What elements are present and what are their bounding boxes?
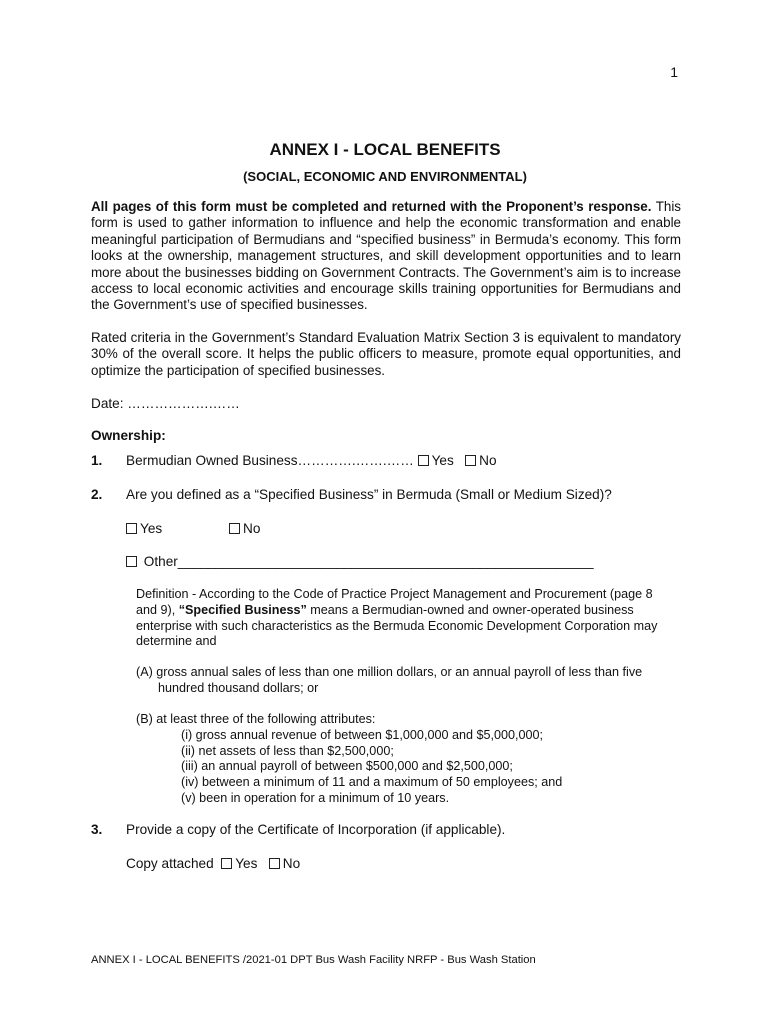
q1-text: Bermudian Owned Business………….…….…… — [126, 453, 414, 468]
page-footer: ANNEX I - LOCAL BENEFITS /2021-01 DPT Bus Wash Facility NRFP - Bus Wash Station — [91, 954, 536, 966]
q1-number: 1. — [91, 453, 103, 468]
clause-b-item: (iv) between a minimum of 11 and a maximum of 50 employees; and — [181, 775, 563, 790]
q2-no-checkbox[interactable] — [229, 523, 240, 534]
clause-b-item: (ii) net assets of less than $2,500,000; — [181, 743, 394, 758]
intro-bold-lead: All pages of this form must be completed and returned with the Proponent’s response. — [91, 199, 652, 214]
q2-number: 2. — [91, 487, 103, 502]
q2-other-field[interactable]: Other_______________________________________________________ — [143, 554, 594, 569]
clause-b-intro: (B) at least three of the following attributes: — [136, 712, 376, 726]
page-number: 1 — [670, 64, 678, 80]
q1-yes-label: Yes — [431, 453, 454, 468]
definition-term: “Specified Business” — [178, 602, 307, 617]
q3-no-label: No — [282, 856, 301, 871]
ownership-heading: Ownership: — [91, 428, 166, 443]
q2-other-option[interactable] — [126, 554, 594, 569]
q2-other-checkbox[interactable] — [126, 556, 137, 567]
definition-rest: means a Bermudian-owned and owner-operated business enterprise with such characteristics as the Bermuda Economic Development Corporation may determine and — [136, 602, 658, 649]
clause-b-item: (i) gross annual revenue of between $1,000,000 and $5,000,000; — [181, 727, 543, 742]
q3-yes-label: Yes — [235, 856, 258, 871]
q2-text: Are you defined as a “Specified Business” in Bermuda (Small or Medium Sized)? — [126, 487, 612, 502]
q2-yes-checkbox[interactable] — [126, 523, 137, 534]
q1-no-label: No — [479, 453, 497, 468]
q3-number: 3. — [91, 822, 103, 837]
q3-yes-checkbox[interactable] — [221, 858, 232, 869]
q3-copy-row — [126, 856, 300, 871]
clause-b-item: (iii) an annual payroll of between $500,000 and $2,500,000; — [181, 759, 513, 774]
page-title: ANNEX I - LOCAL BENEFITS — [269, 140, 501, 159]
page-subtitle: (SOCIAL, ECONOMIC AND ENVIRONMENTAL) — [243, 169, 527, 184]
definition-lead: Definition - According to the Code of Practice Project Management and Procurement (page 8 and 9), — [136, 587, 653, 617]
clause-b-item: (v) been in operation for a minimum of 10 years. — [181, 790, 450, 805]
definition-clause-a — [136, 665, 676, 697]
q2-yes-option[interactable] — [126, 521, 162, 536]
clause-a-line1: (A) gross annual sales of less than one million dollars, or an annual payroll of less than five — [136, 665, 643, 679]
q1-row — [126, 453, 497, 468]
q3-copy-label: Copy attached — [126, 856, 214, 871]
intro-body: This form is used to gather information to influence and help the economic transformation and enable meaningful participation of Bermudians and “specified business” in Bermuda’s economy. This form looks at the ownership, management structures, and skill development opportunities and to learn more about the businesses bidding on Government Contracts. The Government’s aim is to increase access to local economic activities and encourage skills training opportunities for Bermudians and the Government’s use of specified businesses. — [91, 199, 682, 313]
q3-text: Provide a copy of the Certificate of Incorporation (if applicable). — [126, 822, 506, 837]
definition-clause-b — [136, 712, 676, 807]
q3-no-checkbox[interactable] — [269, 858, 280, 869]
q2-yes-label: Yes — [140, 521, 163, 536]
q1-no-checkbox[interactable] — [465, 455, 476, 466]
intro-paragraph — [91, 199, 681, 314]
q1-yes-checkbox[interactable] — [418, 455, 429, 466]
q2-no-label: No — [243, 521, 261, 536]
date-field[interactable]: Date: ……………….…… — [91, 396, 240, 411]
rated-criteria-paragraph: Rated criteria in the Government’s Standard Evaluation Matrix Section 3 is equivalent to mandatory 30% of the overall score. It helps the public officers to measure, promote equal opportunities, and optimize the participation of specified businesses. — [91, 330, 681, 378]
q2-no-option[interactable] — [229, 521, 260, 536]
definition-paragraph — [136, 587, 676, 650]
clause-a-line2: hundred thousand dollars; or — [158, 680, 319, 695]
